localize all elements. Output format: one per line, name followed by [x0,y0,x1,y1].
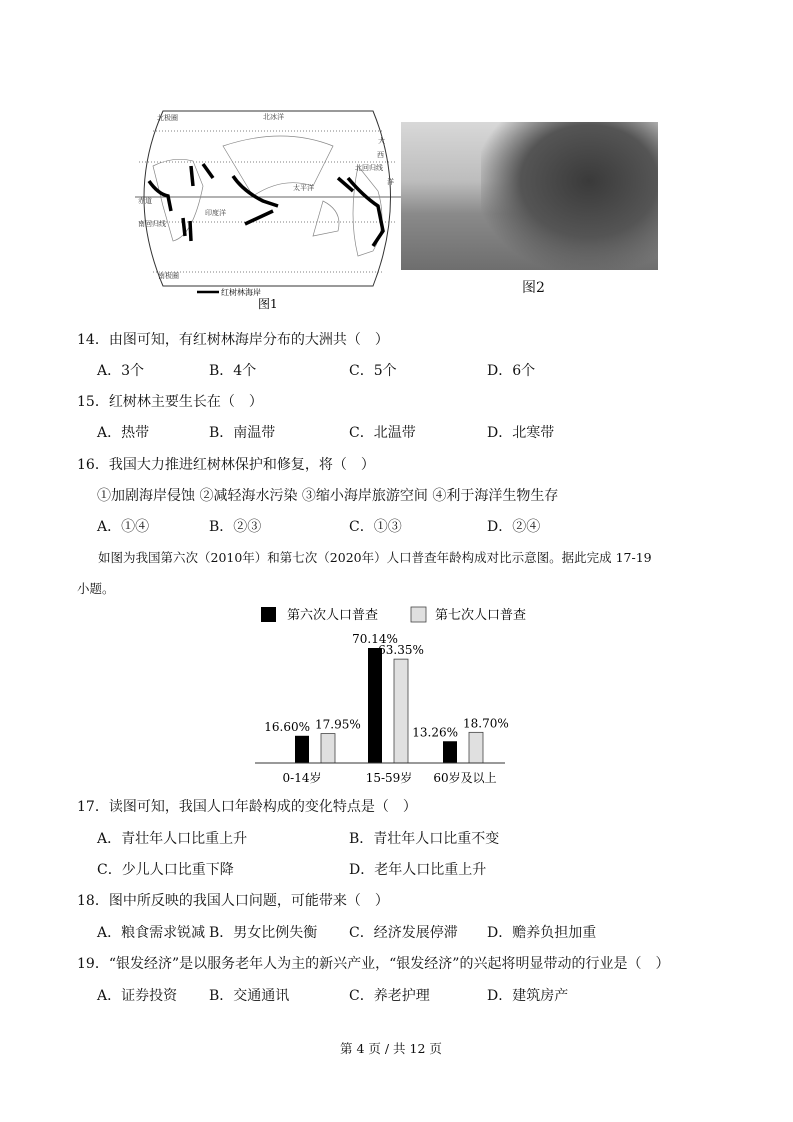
q18-option-d: D．赡养负担加重 [487,925,597,941]
q14-option-a: A．3个 [97,363,145,379]
legend-label-2020: 第七次人口普查 [435,608,527,623]
q14-option-b: B．4个 [209,363,257,379]
atlantic-label-2: 西 [377,151,384,159]
atlantic-label-1: 大 [378,137,385,145]
q17-option-b: B．青壮年人口比重不变 [349,831,500,847]
tropic-capricorn-label: 南回归线 [138,220,166,228]
data-label-2010-2: 13.26% [412,725,458,740]
q15-option-c: C．北温带 [349,425,416,441]
world-map-figure [133,106,403,336]
q19-option-b: B．交通通讯 [209,988,290,1004]
question-15: 15．红树林主要生长在（ ） [77,394,263,410]
legend-swatch-2010 [261,607,276,622]
mangrove-photo [401,122,658,270]
q16-option-b: B．②③ [209,519,262,535]
q18-option-c: C．经济发展停滞 [349,925,458,941]
category-label-0-14: 0-14岁 [282,771,322,785]
page-footer: 第 4 页 / 共 12 页 [340,1041,442,1056]
bar-2020-1 [394,659,408,763]
q15-option-a: A．热带 [97,425,150,441]
q17-option-a: A．青壮年人口比重上升 [97,831,248,847]
q19-option-c: C．养老护理 [349,988,430,1004]
q18-option-b: B．男女比例失衡 [209,925,318,941]
tropic-cancer-label: 北回归线 [355,164,383,172]
arctic-circle-label: 北极圈 [157,114,178,122]
q16-option-c: C．①③ [349,519,402,535]
data-label-2020-2: 18.70% [463,716,509,731]
bar-2010-2 [443,741,457,763]
question-14: 14．由图可知，有红树林海岸分布的大洲共（ ） [77,332,389,348]
bar-2020-0 [321,734,335,763]
intro-line-1: 如图为我国第六次（2010年）和第七次（2020年）人口普查年龄构成对比示意图。据此完成 17-19 [98,550,652,565]
q14-option-c: C．5个 [349,363,397,379]
data-label-2020-0: 17.95% [315,717,361,732]
q19-option-d: D．建筑房产 [487,988,569,1004]
intro-line-2: 小题。 [77,581,115,596]
bar-2010-0 [295,736,309,763]
q15-option-b: B．南温带 [209,425,276,441]
category-label-15-59: 15-59岁 [365,771,413,785]
atlantic-label-3: 洋 [387,178,394,186]
data-label-2010-0: 16.60% [264,719,310,734]
indian-ocean-label: 印度洋 [205,209,226,217]
question-17: 17．读图可知，我国人口年龄构成的变化特点是（ ） [77,799,417,815]
q17-option-c: C．少儿人口比重下降 [97,862,234,878]
category-label-60-plus: 60岁及以上 [433,771,497,785]
data-label-2010-1: 70.14% [352,632,398,646]
legend-label-2010: 第六次人口普查 [287,608,379,623]
question-19: 19．“银发经济”是以服务老年人为主的新兴产业，“银发经济”的兴起将明显带动的行业是（ ） [77,956,670,972]
q14-option-d: D．6个 [487,363,536,379]
q15-option-d: D．北寒带 [487,425,555,441]
antarctic-circle-label: 南极圈 [158,272,179,280]
legend-label: 红树林海岸 [221,288,261,297]
pacific-label: 太平洋 [293,184,314,192]
q16-option-a: A．①④ [97,519,150,535]
question-16: 16．我国大力推进红树林保护和修复，将（ ） [77,457,375,473]
q16-option-d: D．②④ [487,519,541,535]
q16-statements: ①加剧海岸侵蚀 ②减轻海水污染 ③缩小海岸旅游空间 ④利于海洋生物生存 [97,488,559,504]
data-label-2020-1: 63.35% [378,643,424,658]
bar-2020-2 [469,732,483,763]
arctic-ocean-label: 北冰洋 [263,113,284,121]
population-age-chart [250,600,550,795]
bar-2010-1 [368,648,382,763]
q17-option-d: D．老年人口比重上升 [349,862,487,878]
figure1-caption: 图1 [258,297,278,311]
legend-swatch-2020 [411,607,426,622]
question-18: 18．图中所反映的我国人口问题，可能带来（ ） [77,893,389,909]
q19-option-a: A．证券投资 [97,988,178,1004]
equator-label: 赤道 [138,197,152,205]
figure2-caption: 图2 [522,280,545,296]
q18-option-a: A．粮食需求锐减 [97,925,206,941]
